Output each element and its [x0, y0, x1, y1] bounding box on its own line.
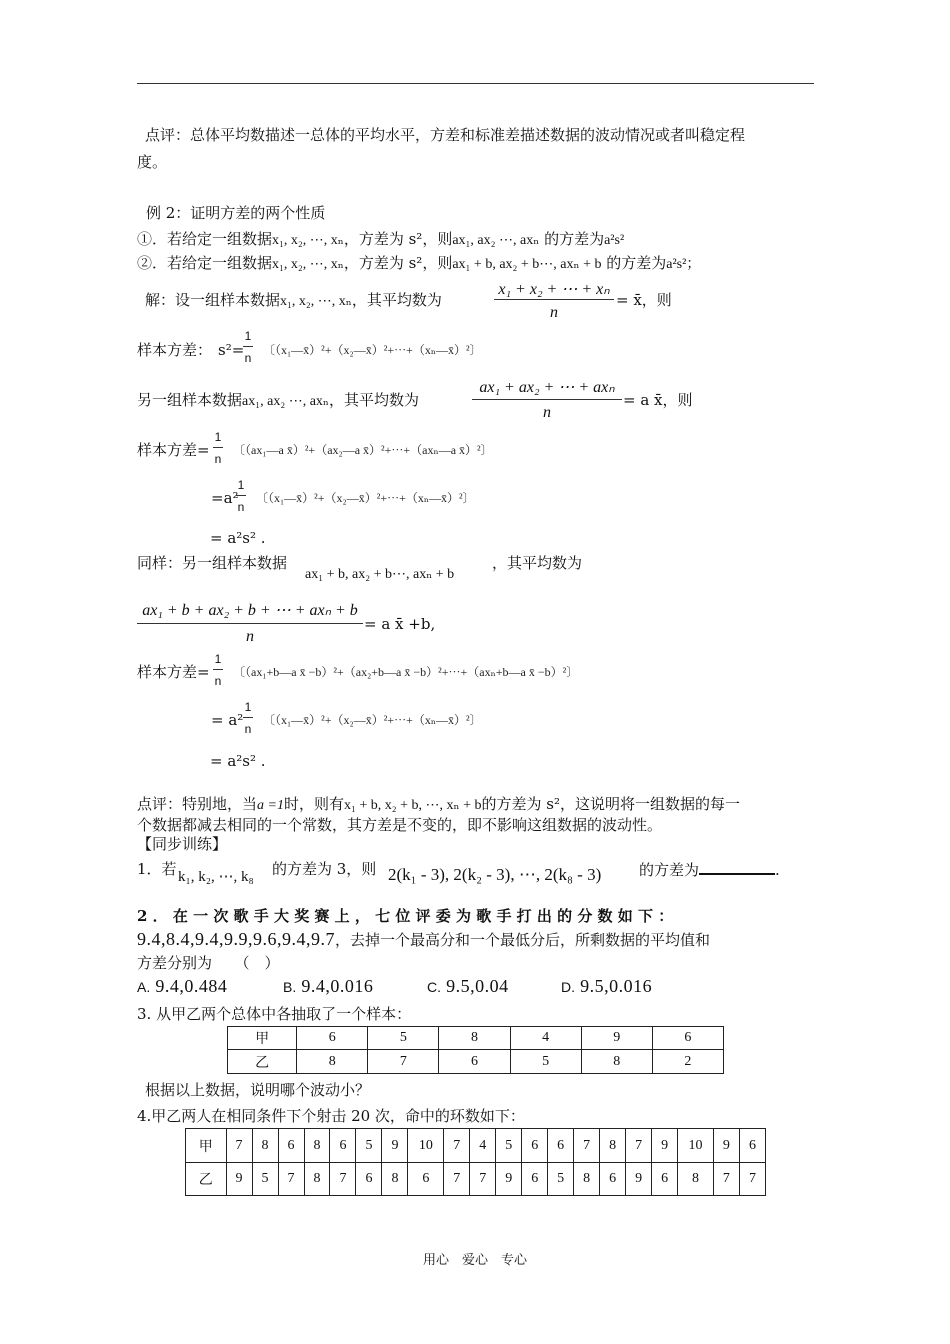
- table-row: [228, 1050, 724, 1074]
- choice-d[interactable]: D. 9.5,0.016: [561, 976, 653, 996]
- table-cell: 5: [252, 1163, 278, 1196]
- table-cell: 6: [408, 1163, 444, 1196]
- table-cell: 4: [470, 1129, 496, 1163]
- table-cell: 甲: [186, 1129, 227, 1163]
- choice-a[interactable]: A. 9.4,0.484: [137, 976, 228, 996]
- table-cell: 9: [626, 1163, 652, 1196]
- footer: 用心 爱心 专心: [422, 1253, 527, 1268]
- table-row: [228, 1027, 724, 1050]
- comment-line-1: 点评：总体平均数描述一总体的平均水平，方差和标准差描述数据的波动情况或者叫稳定程: [145, 126, 746, 144]
- table-cell: 8: [304, 1129, 330, 1163]
- comment2-line-1: 点评：特别地，当a =1时，则有x₁ + b, x₂ + b, ⋯, xₙ + b的方差为 s²，这说明将一组数据的每一: [137, 795, 740, 813]
- variance-expression-4: 〔（ax₁+b—a x̄ −b）²+（ax₂+b—a x̄ −b）²+⋯+（axₙ+b—a x̄ −b）²〕: [233, 665, 579, 679]
- q1-text-b: 的方差为 3，则: [272, 860, 377, 878]
- one-over-n-1: 1 n: [244, 329, 252, 365]
- table-cell: 4: [510, 1027, 581, 1050]
- table-cell: 7: [574, 1129, 600, 1163]
- same-mean-result: = a x̄ +b,: [364, 615, 436, 633]
- fraction-bar: [494, 299, 614, 300]
- s-squared: s²=: [218, 341, 245, 359]
- table-cell: 6: [297, 1027, 368, 1050]
- table-cell: 8: [382, 1163, 408, 1196]
- table-cell: 5: [548, 1163, 574, 1196]
- q3-question: 根据以上数据，说明哪个波动小？: [145, 1081, 371, 1099]
- table-cell: 6: [652, 1027, 723, 1050]
- table-cell: 6: [739, 1129, 765, 1163]
- table-cell: 10: [408, 1129, 444, 1163]
- table-cell: 9: [713, 1129, 739, 1163]
- other-mean-result: = a x̄，则: [623, 391, 693, 409]
- same-data: ax₁ + b, ax₂ + b⋯, axₙ + b: [305, 567, 455, 582]
- table-cell: 8: [439, 1027, 510, 1050]
- table-cell: 6: [356, 1163, 382, 1196]
- result-1: = a²s² .: [210, 529, 266, 547]
- one-over-n-3: 1 n: [237, 478, 245, 514]
- result-2: = a²s² .: [210, 752, 266, 770]
- mean-fraction-numerator: x₁ + x₂ + ⋯ + xₙ: [498, 281, 610, 298]
- table-cell: 7: [713, 1163, 739, 1196]
- table-cell: 5: [368, 1027, 439, 1050]
- variance-label-3: 样本方差=: [137, 663, 210, 681]
- solution-mean-result: = x̄，则: [616, 291, 672, 309]
- mean-fraction: [494, 279, 614, 327]
- table-cell: 甲: [228, 1027, 297, 1050]
- table-row: [186, 1129, 766, 1163]
- table-cell: 乙: [186, 1163, 227, 1196]
- table-cell: 8: [600, 1129, 626, 1163]
- q3-table: [227, 1026, 724, 1074]
- q1-answer-blank[interactable]: [699, 859, 775, 875]
- table-cell: 6: [600, 1163, 626, 1196]
- a-squared-factor-2: = a²: [211, 711, 244, 729]
- same-intro-2: ，其平均数为: [492, 554, 583, 572]
- choice-b[interactable]: B. 9.4,0.016: [283, 976, 374, 996]
- q1-text-c: 的方差为 .: [639, 861, 780, 879]
- table-cell: 8: [678, 1163, 714, 1196]
- table-cell: 7: [739, 1163, 765, 1196]
- q1-data: k₁, k₂, ⋯, k₈: [178, 869, 254, 885]
- same-mean-fraction: ax₁ + b + ax₂ + b + ⋯ + axₙ + b n: [137, 600, 363, 648]
- variance-label-1: 样本方差：: [137, 341, 213, 359]
- property-2: ②．若给定一组数据x₁, x₂, ⋯, xₙ，方差为 s²，则ax₁ + b, ax₂ + b⋯, axₙ + b 的方差为a²s²；: [137, 254, 701, 272]
- other-mean-fraction: ax₁ + ax₂ + ⋯ + axₙ n: [472, 377, 622, 425]
- table-cell: 2: [652, 1050, 723, 1074]
- table-cell: 10: [678, 1129, 714, 1163]
- table-cell: 7: [278, 1163, 304, 1196]
- variance-expression-1: 〔（x₁—x̄）²+（x₂—x̄）²+⋯+（xₙ—x̄）²〕: [263, 343, 482, 357]
- table-cell: 乙: [228, 1050, 297, 1074]
- variance-expression-5: 〔（x₁—x̄）²+（x₂—x̄）²+⋯+（xₙ—x̄）²〕: [263, 713, 482, 727]
- table-cell: 8: [297, 1050, 368, 1074]
- solution-intro: 解：设一组样本数据x₁, x₂, ⋯, xₙ，其平均数为: [145, 291, 442, 309]
- table-cell: 5: [496, 1129, 522, 1163]
- table-cell: 9: [226, 1163, 252, 1196]
- question-2-line-2: 9.4,8.4,9.4,9.9,9.6,9.4,9.7，去掉一个最高分和一个最低分后，所剩数据的平均值和: [137, 929, 711, 949]
- choice-c[interactable]: C. 9.5,0.04: [427, 976, 509, 996]
- table-cell: 6: [522, 1129, 548, 1163]
- table-cell: 7: [444, 1163, 470, 1196]
- mean-fraction-denominator: n: [550, 304, 558, 321]
- a-squared-factor: =a²: [211, 489, 239, 507]
- table-cell: 6: [652, 1163, 678, 1196]
- comment-line-2: 度。: [137, 153, 168, 171]
- table-cell: 5: [356, 1129, 382, 1163]
- one-over-n-2: 1 n: [214, 430, 222, 466]
- variance-expression-3: 〔（x₁—x̄）²+（x₂—x̄）²+⋯+（xₙ—x̄）²〕: [256, 491, 475, 505]
- table-cell: 6: [278, 1129, 304, 1163]
- header-rule: [137, 83, 814, 84]
- table-cell: 8: [252, 1129, 278, 1163]
- table-cell: 6: [439, 1050, 510, 1074]
- table-cell: 7: [226, 1129, 252, 1163]
- table-cell: 5: [510, 1050, 581, 1074]
- same-intro: 同样：另一组样本数据: [137, 554, 288, 572]
- table-cell: 8: [304, 1163, 330, 1196]
- q2-choices: [137, 976, 697, 998]
- question-2-line-1: 2 ． 在 一 次 歌 手 大 奖 赛 上 ， 七 位 评 委 为 歌 手 打 出 的 分 数 如 下 ：: [137, 907, 674, 925]
- other-intro: 另一组样本数据ax₁, ax₂ ⋯, axₙ，其平均数为: [137, 391, 419, 409]
- one-over-n-5: 1 n: [244, 700, 252, 736]
- table-cell: 7: [626, 1129, 652, 1163]
- table-cell: 7: [368, 1050, 439, 1074]
- example-title: 例 2：证明方差的两个性质: [146, 204, 326, 222]
- question-3: 3. 从甲乙两个总体中各抽取了一个样本：: [137, 1005, 412, 1023]
- table-cell: 6: [522, 1163, 548, 1196]
- table-cell: 8: [581, 1050, 652, 1074]
- table-cell: 7: [470, 1163, 496, 1196]
- table-cell: 7: [444, 1129, 470, 1163]
- table-cell: 6: [330, 1129, 356, 1163]
- table-cell: 7: [330, 1163, 356, 1196]
- variance-label-2: 样本方差=: [137, 441, 210, 459]
- one-over-n-4: 1 n: [214, 652, 222, 688]
- table-cell: 9: [382, 1129, 408, 1163]
- question-4: 4.甲乙两人在相同条件下个射击 20 次，命中的环数如下：: [137, 1107, 525, 1125]
- table-cell: 9: [496, 1163, 522, 1196]
- property-1: ①．若给定一组数据x₁, x₂, ⋯, xₙ，方差为 s²，则ax₁, ax₂ ⋯, axₙ 的方差为a²s²: [137, 230, 625, 248]
- q1-expression: 2(k₁ - 3), 2(k₂ - 3), ⋯, 2(k₈ - 3): [388, 865, 602, 884]
- question-2-line-3: 方差分别为 （ ）: [137, 954, 280, 972]
- comment2-line-2: 个数据都减去相同的一个常数，其方差是不变的，即不影响这组数据的波动性。: [137, 816, 663, 834]
- q4-table: [185, 1128, 766, 1196]
- table-cell: 8: [574, 1163, 600, 1196]
- table-cell: 6: [548, 1129, 574, 1163]
- table-row: [186, 1163, 766, 1196]
- table-cell: 9: [581, 1027, 652, 1050]
- table-cell: 9: [652, 1129, 678, 1163]
- variance-expression-2: 〔（ax₁—a x̄）²+（ax₂—a x̄）²+⋯+（axₙ—a x̄）²〕: [233, 443, 493, 457]
- practice-heading: 【同步训练】: [137, 835, 228, 853]
- question-1: 1．若: [137, 860, 177, 878]
